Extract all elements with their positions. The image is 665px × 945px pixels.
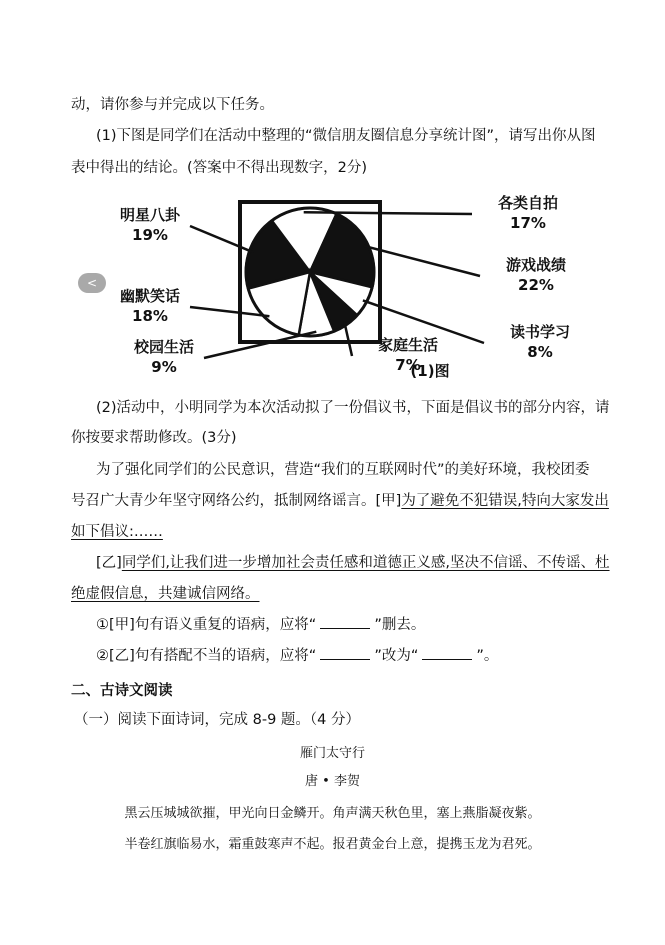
proposal-text: 号召广大青少年坚守网络公约，抵制网络谣言。[甲] <box>71 493 402 509</box>
section-heading: 二、古诗文阅读 <box>71 683 173 699</box>
category-label: 幽默笑话 <box>119 287 181 305</box>
leader-line <box>190 226 253 252</box>
question-1-cont: 表中得出的结论。(答案中不得出现数字，2分) <box>71 160 368 176</box>
question-2: (2)活动中，小明同学为本次活动拟了一份倡议书，下面是倡议书的部分内容，请 <box>96 400 610 416</box>
value-label: 8% <box>527 343 553 361</box>
sentence-jia: 为了避免不犯错误,特向大家发出 <box>401 493 609 509</box>
poem-title: 雁门太守行 <box>299 746 365 761</box>
back-nav-button[interactable]: < <box>78 273 106 293</box>
category-label: 明星八卦 <box>119 206 181 224</box>
category-label: 家庭生活 <box>377 336 439 354</box>
chart-caption: (1)图 <box>410 362 450 380</box>
leader-line <box>344 321 352 356</box>
answer-blank-3[interactable] <box>422 647 472 660</box>
subtask-1-end: ”删去。 <box>374 617 426 633</box>
category-label: 各类自拍 <box>497 194 559 212</box>
value-label: 17% <box>510 214 546 232</box>
leader-line <box>204 332 316 358</box>
pie-chart <box>72 186 592 386</box>
yi-marker: [乙] <box>96 555 122 571</box>
answer-blank-2[interactable] <box>320 647 370 660</box>
subtask-1-text: ①[甲]句有语义重复的语病，应将“ <box>96 617 317 633</box>
poem-line-2: 半卷红旗临易水，霜重鼓寒声不起。报君黄金台上意，提携玉龙为君死。 <box>124 837 541 852</box>
section-instruction: （一）阅读下面诗词，完成 8-9 题。（4 分） <box>74 712 360 728</box>
subtask-2-text: ②[乙]句有搭配不当的语病，应将“ <box>96 648 317 664</box>
subtask-2 <box>96 646 498 666</box>
poem-author: 唐 • 李贺 <box>305 774 360 789</box>
sentence-yi: 同学们,让我们进一步增加社会责任感和道德正义感,坚决不信谣、不传谣、杜 <box>121 555 610 571</box>
proposal-line-3: 如下倡议:…… <box>71 524 163 540</box>
proposal-line-4 <box>96 553 610 573</box>
question-2-cont: 你按要求帮助修改。(3分) <box>71 430 237 446</box>
poem-line-1: 黑云压城城欲摧，甲光向日金鳞开。角声满天秋色里，塞上燕脂凝夜紫。 <box>124 806 541 821</box>
value-label: 22% <box>518 276 554 294</box>
value-label: 19% <box>132 226 168 244</box>
proposal-line-5: 绝虚假信息，共建诚信网络。 <box>71 586 260 602</box>
leader-line <box>304 212 472 214</box>
subtask-2-mid: ”改为“ <box>374 648 419 664</box>
proposal-line-2 <box>71 491 609 511</box>
value-label: 9% <box>151 358 177 376</box>
subtask-2-end: ”。 <box>476 648 499 664</box>
proposal-line-1: 为了强化同学们的公民意识，营造“我们的互联网时代”的美好环境，我校团委 <box>96 462 590 478</box>
category-label: 游戏战绩 <box>505 256 567 274</box>
subtask-1 <box>96 615 425 635</box>
value-label: 18% <box>132 307 168 325</box>
text-line: 动，请你参与并完成以下任务。 <box>71 97 274 113</box>
value-label: 7% <box>395 356 421 374</box>
question-1: (1)下图是同学们在活动中整理的“微信朋友圈信息分享统计图”，请写出你从图 <box>96 128 596 144</box>
category-label: 读书学习 <box>509 323 571 341</box>
answer-blank-1[interactable] <box>320 616 370 629</box>
category-label: 校园生活 <box>133 338 195 356</box>
